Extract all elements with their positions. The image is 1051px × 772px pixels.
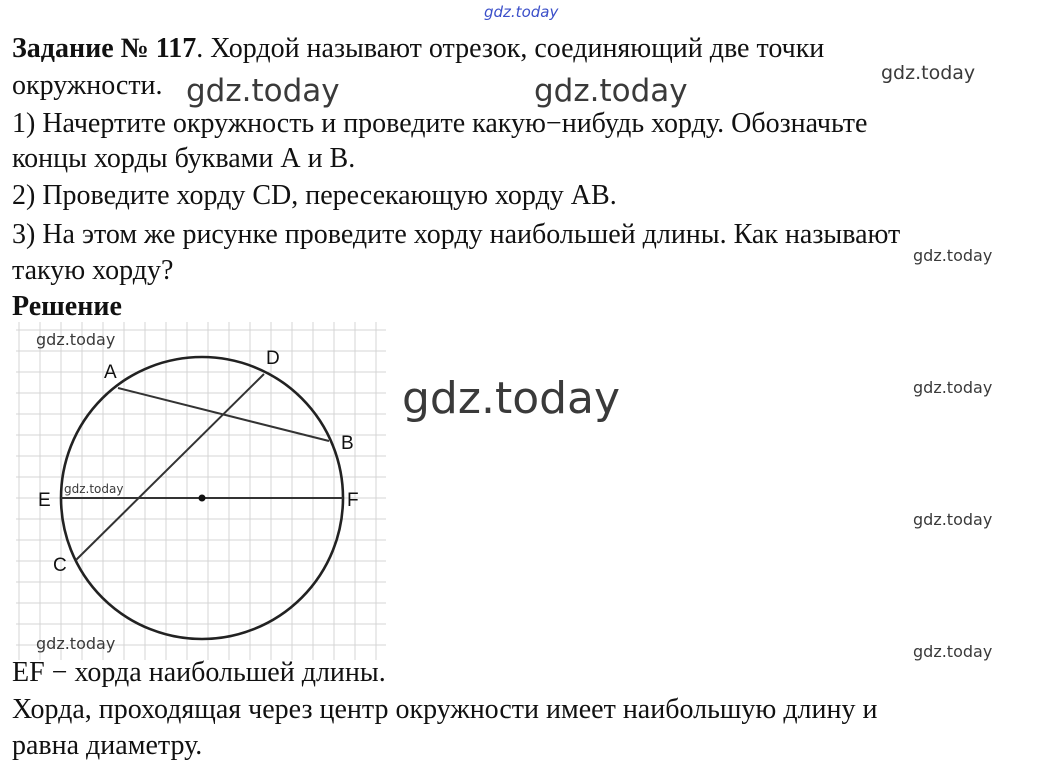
point-label-b: B xyxy=(341,433,354,454)
center-point xyxy=(199,495,206,502)
task-intro-line-2: окружности. xyxy=(12,70,163,101)
watermark-top: gdz.today xyxy=(484,3,559,21)
point-label-e: E xyxy=(38,490,51,511)
watermark: gdz.today xyxy=(36,330,116,349)
task-intro: . Хордой называют отрезок, соединяющий две точки xyxy=(196,33,825,64)
task-step1-line-1: 1) Начертите окружность и проведите какую−нибудь хорду. Обозначьте xyxy=(12,108,868,139)
watermark: gdz.today xyxy=(186,73,340,109)
watermark: gdz.today xyxy=(881,62,976,84)
task-heading: Задание № 117 xyxy=(12,33,197,64)
task-line-1 xyxy=(12,32,824,66)
point-label-a: A xyxy=(104,362,117,383)
watermark: gdz.today xyxy=(36,634,116,653)
watermark: gdz.today xyxy=(913,642,993,661)
watermark: gdz.today xyxy=(402,373,621,424)
task-step2: 2) Проведите хорду CD, пересекающую хорду АВ. xyxy=(12,180,617,211)
answer-line-2: Хорда, проходящая через центр окружности имеет наибольшую длину и xyxy=(12,694,878,725)
watermark: gdz.today xyxy=(534,73,688,109)
answer-line-3: равна диаметру. xyxy=(12,730,203,761)
task-step3-line-2: такую хорду? xyxy=(12,255,174,286)
watermark: gdz.today xyxy=(913,378,993,397)
answer-line-1: EF − хорда наибольшей длины. xyxy=(12,657,386,688)
point-label-f: F xyxy=(347,490,359,511)
task-step1-line-2: концы хорды буквами А и В. xyxy=(12,143,356,174)
solution-heading: Решение xyxy=(12,291,122,322)
point-label-c: C xyxy=(53,555,67,576)
watermark: gdz.today xyxy=(913,510,993,529)
task-step3-line-1: 3) На этом же рисунке проведите хорду наибольшей длины. Как называют xyxy=(12,219,901,250)
point-label-d: D xyxy=(266,348,280,369)
watermark: gdz.today xyxy=(913,246,993,265)
watermark: gdz.today xyxy=(64,482,124,496)
